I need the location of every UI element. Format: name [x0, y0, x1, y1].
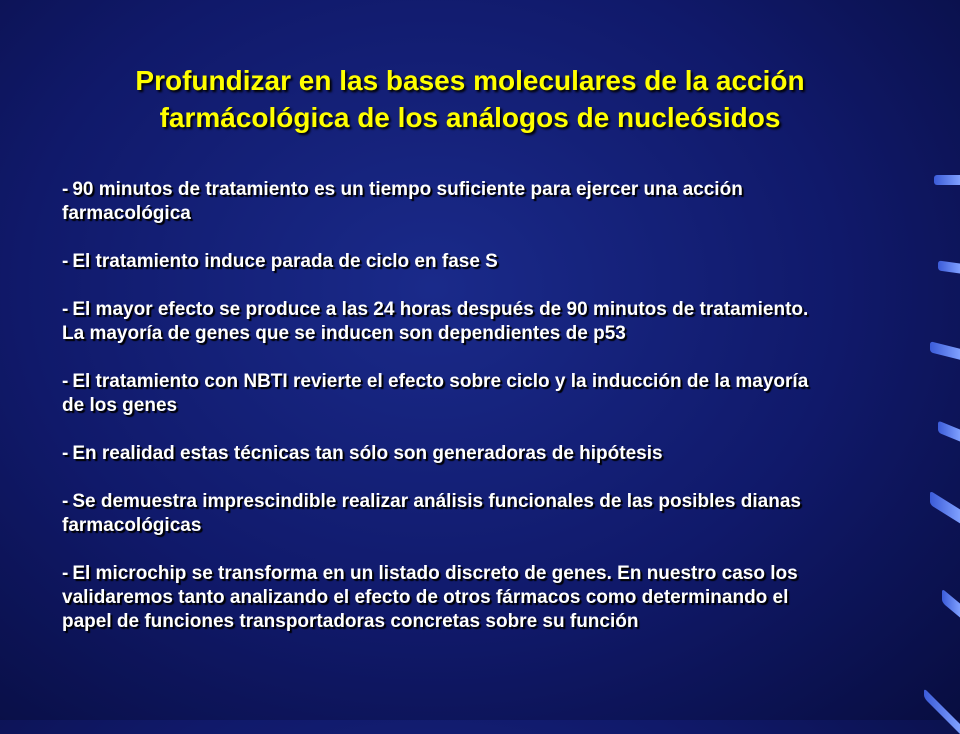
bullet-item: [62, 298, 922, 346]
bullet-marker: -: [62, 371, 69, 392]
bullet-line: - 90 minutos de tratamiento es un tiempo suficiente para ejercer una acción: [62, 179, 743, 200]
bullet-line: - El tratamiento con NBTI revierte el efecto sobre ciclo y la inducción de la mayoría: [62, 371, 809, 392]
bullet-item: [62, 562, 922, 634]
bullet-line: - En realidad estas técnicas tan sólo son generadoras de hipótesis: [62, 443, 663, 464]
decorative-edge-mark: [942, 588, 960, 617]
decorative-edge-mark: [930, 341, 960, 359]
bullet-line: - El microchip se transforma en un listado discreto de genes. En nuestro caso los: [62, 563, 798, 584]
bullet-marker: -: [62, 491, 69, 512]
title-line: Profundizar en las bases moleculares de la acción: [135, 65, 805, 96]
bullet-line: farmacológicas: [62, 515, 202, 536]
decorative-edge-mark: [930, 491, 960, 524]
bullet-marker: -: [62, 299, 69, 320]
bullet-line: La mayoría de genes que se inducen son dependientes de p53: [62, 323, 626, 344]
title-line: farmácológica de los análogos de nucleósidos: [159, 102, 781, 133]
bullet-marker: -: [62, 563, 69, 584]
bullet-line: - El mayor efecto se produce a las 24 horas después de 90 minutos de tratamiento.: [62, 299, 809, 320]
decorative-edge-mark: [924, 688, 960, 734]
bullet-marker: -: [62, 443, 69, 464]
bullet-line: - El tratamiento induce parada de ciclo en fase S: [62, 251, 498, 272]
bullet-line: papel de funciones transportadoras concretas sobre su función: [62, 611, 639, 632]
bullet-item: [62, 370, 922, 418]
decorative-edge-mark: [938, 260, 960, 273]
bullet-item: [62, 178, 922, 226]
bullet-list: [62, 178, 922, 658]
bullet-marker: -: [62, 179, 69, 200]
bullet-item: [62, 250, 922, 274]
decorative-edge-mark: [938, 421, 960, 442]
slide-title: [40, 62, 900, 136]
decorative-edge-mark: [934, 175, 960, 185]
bullet-line: farmacológica: [62, 203, 191, 224]
bullet-line: de los genes: [62, 395, 178, 416]
bullet-line: - Se demuestra imprescindible realizar análisis funcionales de las posibles dianas: [62, 491, 801, 512]
bullet-marker: -: [62, 251, 69, 272]
bullet-line: validaremos tanto analizando el efecto de otros fármacos como determinando el: [62, 587, 789, 608]
bullet-item: [62, 490, 922, 538]
bullet-item: [62, 442, 922, 466]
